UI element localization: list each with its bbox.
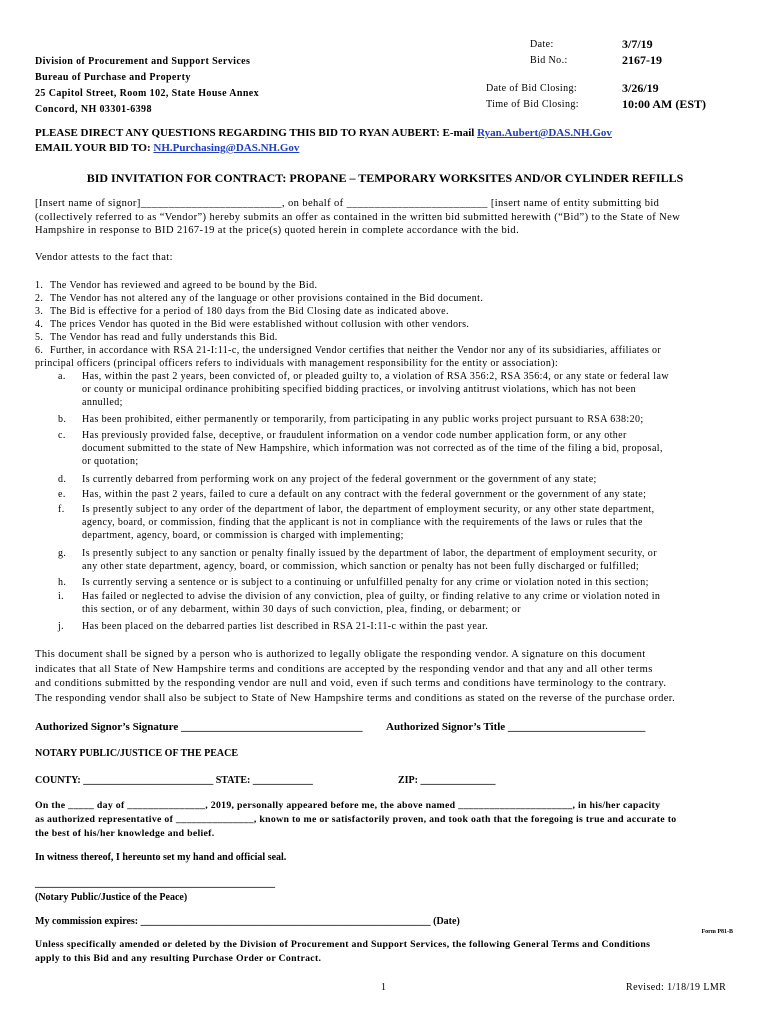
date-value: 3/7/19 bbox=[622, 37, 653, 51]
agency-line: Bureau of Purchase and Property bbox=[35, 72, 191, 83]
agency-line: Division of Procurement and Support Services bbox=[35, 56, 251, 67]
date-label: Date: bbox=[530, 39, 554, 50]
page-number: 1 bbox=[381, 982, 386, 993]
notary-signature-caption: (Notary Public/Justice of the Peace) bbox=[35, 892, 188, 903]
closing-time-value: 10:00 AM (EST) bbox=[622, 97, 706, 111]
signor-signature-field[interactable]: Authorized Signor’s Signature _________________________________ bbox=[35, 721, 363, 733]
agency-line: 25 Capitol Street, Room 102, State House Annex bbox=[35, 88, 260, 99]
questions-line bbox=[35, 127, 612, 139]
notary-statement-line: as authorized representative of _______________, known to me or satisfactorily proven, and took oath that the foregoing is true and accurate to bbox=[35, 814, 677, 825]
terms-note-line: Unless specifically amended or deleted by the Division of Procurement and Support Services, the following General Terms and Conditions bbox=[35, 939, 651, 950]
closing-date-value: 3/26/19 bbox=[622, 81, 659, 95]
contact-email-link[interactable]: Ryan.Aubert@DAS.NH.Gov bbox=[477, 127, 612, 139]
questions-text: PLEASE DIRECT ANY QUESTIONS REGARDING THIS BID TO RYAN AUBERT: E-mail bbox=[35, 127, 478, 139]
intro-line: Hampshire in response to BID 2167-19 at the price(s) quoted herein in complete accordance with the bid. bbox=[35, 225, 520, 236]
notary-heading: NOTARY PUBLIC/JUSTICE OF THE PEACE bbox=[35, 748, 239, 759]
bid-no-label: Bid No.: bbox=[530, 55, 568, 66]
agency-line: Concord, NH 03301-6398 bbox=[35, 104, 152, 115]
page-title: BID INVITATION FOR CONTRACT: PROPANE – TEMPORARY WORKSITES AND/OR CYLINDER REFILLS bbox=[86, 171, 684, 185]
form-number: Form P81-B bbox=[701, 929, 733, 935]
closing-line: and conditions submitted by the responding vendor are null and void, even if such terms and conditions have terminology to the contrary. bbox=[35, 678, 667, 689]
county-state-field[interactable]: COUNTY: __________________________ STATE: ____________ bbox=[35, 775, 313, 786]
agency-address bbox=[35, 54, 259, 118]
submit-email-link[interactable]: NH.Purchasing@DAS.NH.Gov bbox=[153, 142, 300, 154]
notary-statement bbox=[35, 799, 745, 841]
attests-line: Vendor attests to the fact that: bbox=[35, 252, 173, 263]
bid-no-value: 2167-19 bbox=[622, 53, 662, 67]
notary-signature-field[interactable]: ________________________________________________ bbox=[35, 878, 275, 889]
terms-note-line: apply to this Bid and any resulting Purchase Order or Contract. bbox=[35, 953, 322, 964]
submit-text: EMAIL YOUR BID TO: bbox=[35, 142, 154, 154]
intro-line: [Insert name of signor]_________________________, on behalf of _________________________ [insert name of entity submitting bid bbox=[35, 198, 660, 209]
closing-time-label: Time of Bid Closing: bbox=[486, 99, 579, 110]
notary-statement-line: the best of his/her knowledge and belief. bbox=[35, 828, 215, 839]
notary-statement-line: On the _____ day of _______________, 2019, personally appeared before me, the above named ______________________, in his/her capacity bbox=[35, 800, 661, 811]
signor-title-field[interactable]: Authorized Signor’s Title _________________________ bbox=[386, 721, 646, 733]
submit-line bbox=[35, 142, 299, 154]
intro-line: (collectively referred to as “Vendor”) hereby submits an offer as contained in the written bid submitted herewith (“Bid”) to the State of New bbox=[35, 211, 681, 223]
zip-field[interactable]: ZIP: _______________ bbox=[398, 775, 496, 786]
closing-date-label: Date of Bid Closing: bbox=[486, 83, 578, 94]
closing-line: This document shall be signed by a person who is authorized to legally obligate the responding vendor. A signature on this document bbox=[35, 649, 646, 660]
closing-paragraph bbox=[35, 648, 735, 706]
closing-line: indicates that all State of New Hampshire terms and conditions are accepted by the responding vendor and that any and all other terms bbox=[35, 663, 653, 675]
closing-line: The responding vendor shall also be subject to State of New Hampshire terms and conditions as stated on the reverse of the purchase order. bbox=[35, 692, 676, 704]
commission-expires-field[interactable]: My commission expires: __________________________________________________________ (Date) bbox=[35, 916, 460, 927]
intro-paragraph bbox=[35, 197, 735, 238]
witness-line: In witness thereof, I hereunto set my hand and official seal. bbox=[35, 852, 287, 863]
revision-note: Revised: 1/18/19 LMR bbox=[626, 982, 727, 993]
terms-note bbox=[35, 938, 650, 966]
